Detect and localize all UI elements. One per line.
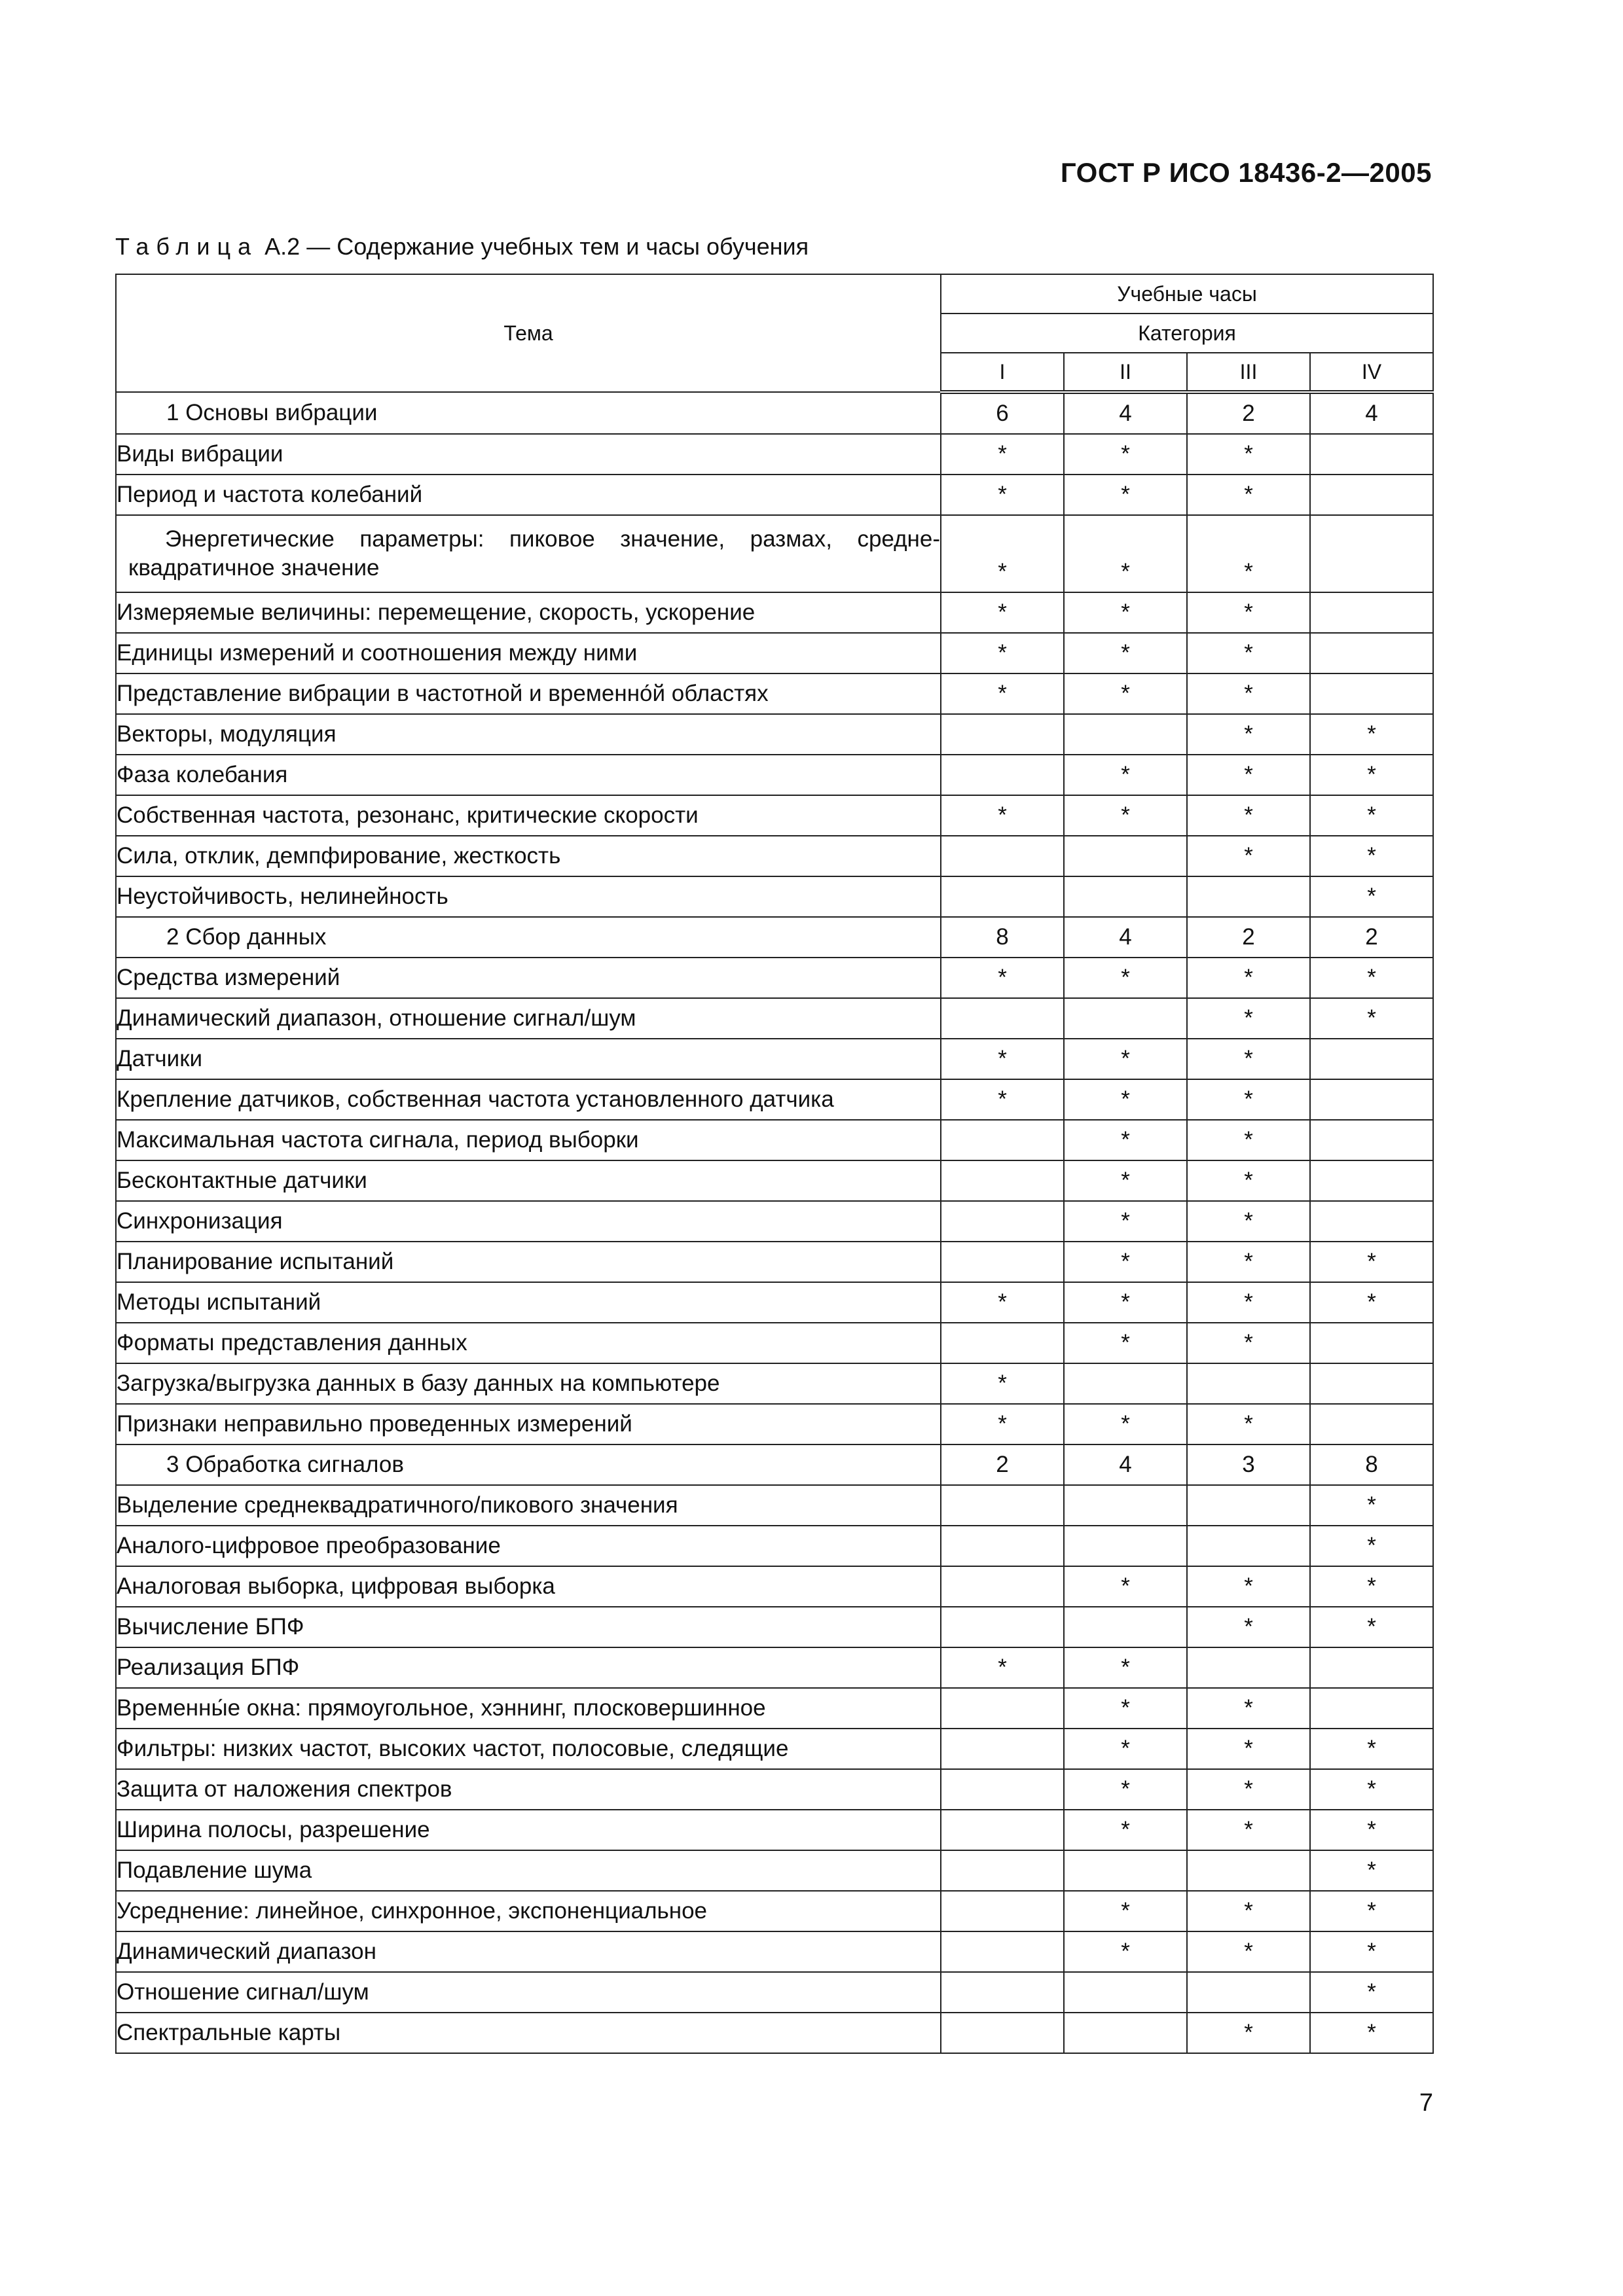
category-mark-cell: * bbox=[1064, 795, 1187, 836]
category-mark-cell: * bbox=[941, 1282, 1064, 1323]
category-mark-cell: * bbox=[1187, 714, 1310, 755]
category-mark-cell: * bbox=[1187, 1404, 1310, 1444]
category-mark-cell: * bbox=[941, 434, 1064, 475]
topic-cell: Виды вибрации bbox=[116, 434, 941, 475]
category-mark-cell bbox=[941, 1526, 1064, 1566]
category-mark-cell bbox=[1310, 1688, 1433, 1729]
category-mark-cell: * bbox=[1187, 633, 1310, 673]
table-row bbox=[116, 475, 1433, 515]
category-mark-cell bbox=[1310, 1160, 1433, 1201]
category-mark-cell: * bbox=[1187, 1729, 1310, 1769]
section-title: 3 Обработка сигналов bbox=[116, 1444, 941, 1485]
category-mark-cell: * bbox=[1187, 1079, 1310, 1120]
topic-cell: Неустойчивость, нелинейность bbox=[116, 876, 941, 917]
category-mark-cell bbox=[941, 1891, 1064, 1931]
category-mark-cell: * bbox=[1064, 1729, 1187, 1769]
table-row bbox=[116, 998, 1433, 1039]
category-mark-cell: * bbox=[1187, 475, 1310, 515]
table-row bbox=[116, 714, 1433, 755]
category-mark-cell: * bbox=[1187, 1242, 1310, 1282]
category-mark-cell bbox=[941, 1485, 1064, 1526]
topic-cell: Измеряемые величины: перемещение, скорость, ускорение bbox=[116, 592, 941, 633]
category-mark-cell bbox=[1064, 836, 1187, 876]
table-row bbox=[116, 836, 1433, 876]
topic-cell: Форматы представления данных bbox=[116, 1323, 941, 1363]
category-mark-cell: * bbox=[1064, 515, 1187, 592]
category-mark-cell bbox=[941, 1120, 1064, 1160]
category-mark-cell: * bbox=[1310, 1485, 1433, 1526]
topic-cell: Методы испытаний bbox=[116, 1282, 941, 1323]
category-mark-cell bbox=[941, 1769, 1064, 1810]
category-mark-cell: * bbox=[941, 475, 1064, 515]
table-row bbox=[116, 1688, 1433, 1729]
table-row bbox=[116, 958, 1433, 998]
section-row bbox=[116, 917, 1433, 958]
category-mark-cell bbox=[1310, 1404, 1433, 1444]
category-mark-cell: * bbox=[1187, 755, 1310, 795]
topic-cell: Средства измерений bbox=[116, 958, 941, 998]
topic-cell: Энергетические параметры: пиковое значение, размах, средне-квадратичное значение bbox=[116, 515, 941, 592]
category-mark-cell: * bbox=[1310, 1729, 1433, 1769]
category-mark-cell bbox=[941, 1242, 1064, 1282]
category-mark-cell bbox=[941, 1201, 1064, 1242]
table-row bbox=[116, 1607, 1433, 1647]
hours-cell: 2 bbox=[1310, 917, 1433, 958]
category-mark-cell: * bbox=[1187, 836, 1310, 876]
category-mark-cell: * bbox=[1310, 1850, 1433, 1891]
category-mark-cell: * bbox=[1310, 2013, 1433, 2053]
header-training-hours: Учебные часы bbox=[941, 274, 1433, 314]
topic-cell: Сила, отклик, демпфирование, жесткость bbox=[116, 836, 941, 876]
table-row bbox=[116, 1485, 1433, 1526]
category-mark-cell: * bbox=[1310, 1931, 1433, 1972]
category-mark-cell: * bbox=[1064, 633, 1187, 673]
category-mark-cell bbox=[1310, 1120, 1433, 1160]
table-row bbox=[116, 1160, 1433, 1201]
category-mark-cell: * bbox=[1064, 755, 1187, 795]
section-row bbox=[116, 392, 1433, 434]
category-mark-cell: * bbox=[941, 1363, 1064, 1404]
topic-cell: Период и частота колебаний bbox=[116, 475, 941, 515]
category-mark-cell: * bbox=[1064, 1242, 1187, 1282]
category-mark-cell: * bbox=[1064, 1891, 1187, 1931]
hours-cell: 4 bbox=[1064, 392, 1187, 434]
header-category: Категория bbox=[941, 314, 1433, 353]
category-mark-cell bbox=[1187, 1485, 1310, 1526]
table-row bbox=[116, 1850, 1433, 1891]
category-mark-cell: * bbox=[1064, 1566, 1187, 1607]
category-mark-cell: * bbox=[1187, 592, 1310, 633]
table-row bbox=[116, 1039, 1433, 1079]
topic-cell: Признаки неправильно проведенных измерений bbox=[116, 1404, 941, 1444]
hours-cell: 3 bbox=[1187, 1444, 1310, 1485]
table-body bbox=[116, 392, 1433, 2053]
category-mark-cell bbox=[1187, 1363, 1310, 1404]
topic-cell: Реализация БПФ bbox=[116, 1647, 941, 1688]
topic-cell: Усреднение: линейное, синхронное, экспоненциальное bbox=[116, 1891, 941, 1931]
header-category-2: II bbox=[1064, 353, 1187, 392]
category-mark-cell: * bbox=[1187, 1282, 1310, 1323]
table-row bbox=[116, 434, 1433, 475]
table-row bbox=[116, 1729, 1433, 1769]
category-mark-cell: * bbox=[1310, 1891, 1433, 1931]
category-mark-cell: * bbox=[941, 1079, 1064, 1120]
category-mark-cell: * bbox=[1187, 1810, 1310, 1850]
category-mark-cell bbox=[941, 1972, 1064, 2013]
category-mark-cell: * bbox=[1310, 836, 1433, 876]
category-mark-cell bbox=[1064, 2013, 1187, 2053]
category-mark-cell bbox=[941, 1931, 1064, 1972]
category-mark-cell bbox=[1064, 714, 1187, 755]
topic-cell: Максимальная частота сигнала, период выборки bbox=[116, 1120, 941, 1160]
category-mark-cell: * bbox=[1187, 1323, 1310, 1363]
topic-cell: Ширина полосы, разрешение bbox=[116, 1810, 941, 1850]
category-mark-cell bbox=[941, 1850, 1064, 1891]
category-mark-cell bbox=[941, 1160, 1064, 1201]
category-mark-cell bbox=[1064, 876, 1187, 917]
category-mark-cell: * bbox=[941, 1647, 1064, 1688]
category-mark-cell: * bbox=[1310, 1972, 1433, 2013]
category-mark-cell bbox=[941, 1607, 1064, 1647]
topic-cell: Планирование испытаний bbox=[116, 1242, 941, 1282]
hours-cell: 6 bbox=[941, 392, 1064, 434]
category-mark-cell bbox=[1310, 1079, 1433, 1120]
hours-cell: 4 bbox=[1064, 1444, 1187, 1485]
category-mark-cell: * bbox=[1187, 1566, 1310, 1607]
category-mark-cell: * bbox=[941, 958, 1064, 998]
table-row bbox=[116, 1363, 1433, 1404]
category-mark-cell: * bbox=[1310, 1769, 1433, 1810]
category-mark-cell: * bbox=[1310, 714, 1433, 755]
table-row bbox=[116, 1972, 1433, 2013]
topic-cell: Аналого-цифровое преобразование bbox=[116, 1526, 941, 1566]
category-mark-cell bbox=[1187, 1647, 1310, 1688]
category-mark-cell bbox=[1064, 998, 1187, 1039]
topic-cell: Загрузка/выгрузка данных в базу данных на компьютере bbox=[116, 1363, 941, 1404]
category-mark-cell: * bbox=[1187, 515, 1310, 592]
category-mark-cell: * bbox=[1064, 1647, 1187, 1688]
category-mark-cell: * bbox=[1187, 1039, 1310, 1079]
category-mark-cell: * bbox=[1064, 1323, 1187, 1363]
category-mark-cell: * bbox=[1064, 1039, 1187, 1079]
table-caption-label: Таблица bbox=[115, 233, 259, 260]
category-mark-cell bbox=[1187, 1972, 1310, 2013]
training-topics-table bbox=[115, 274, 1434, 2054]
section-title: 2 Сбор данных bbox=[116, 917, 941, 958]
category-mark-cell bbox=[1064, 1485, 1187, 1526]
table-row bbox=[116, 633, 1433, 673]
section-title: 1 Основы вибрации bbox=[116, 392, 941, 434]
category-mark-cell bbox=[1064, 1363, 1187, 1404]
table-row bbox=[116, 876, 1433, 917]
category-mark-cell bbox=[1310, 1039, 1433, 1079]
category-mark-cell: * bbox=[1187, 1607, 1310, 1647]
category-mark-cell: * bbox=[941, 673, 1064, 714]
document-code: ГОСТ Р ИСО 18436-2—2005 bbox=[1060, 157, 1432, 188]
topic-cell: Единицы измерений и соотношения между ними bbox=[116, 633, 941, 673]
category-mark-cell: * bbox=[1187, 2013, 1310, 2053]
category-mark-cell: * bbox=[1064, 1201, 1187, 1242]
category-mark-cell: * bbox=[1310, 1607, 1433, 1647]
table-row bbox=[116, 2013, 1433, 2053]
category-mark-cell bbox=[941, 714, 1064, 755]
category-mark-cell bbox=[941, 755, 1064, 795]
category-mark-cell: * bbox=[1064, 673, 1187, 714]
table-row bbox=[116, 1526, 1433, 1566]
category-mark-cell: * bbox=[1064, 475, 1187, 515]
hours-cell: 2 bbox=[1187, 917, 1310, 958]
table-row bbox=[116, 1282, 1433, 1323]
category-mark-cell bbox=[1064, 1526, 1187, 1566]
category-mark-cell bbox=[1310, 475, 1433, 515]
table-row bbox=[116, 1769, 1433, 1810]
category-mark-cell bbox=[1310, 1201, 1433, 1242]
topic-cell: Временны́е окна: прямоугольное, хэннинг, плосковершинное bbox=[116, 1688, 941, 1729]
category-mark-cell: * bbox=[1310, 998, 1433, 1039]
category-mark-cell: * bbox=[941, 515, 1064, 592]
table-row bbox=[116, 1120, 1433, 1160]
topic-cell: Бесконтактные датчики bbox=[116, 1160, 941, 1201]
category-mark-cell bbox=[1310, 592, 1433, 633]
category-mark-cell: * bbox=[1310, 1566, 1433, 1607]
category-mark-cell: * bbox=[1187, 673, 1310, 714]
hours-cell: 4 bbox=[1064, 917, 1187, 958]
topic-cell: Представление вибрации в частотной и временно́й областях bbox=[116, 673, 941, 714]
section-row bbox=[116, 1444, 1433, 1485]
topic-cell: Защита от наложения спектров bbox=[116, 1769, 941, 1810]
header-category-3: III bbox=[1187, 353, 1310, 392]
table-row bbox=[116, 1323, 1433, 1363]
category-mark-cell bbox=[941, 2013, 1064, 2053]
category-mark-cell: * bbox=[1310, 958, 1433, 998]
topic-cell: Выделение среднеквадратичного/пикового значения bbox=[116, 1485, 941, 1526]
topic-cell: Динамический диапазон, отношение сигнал/шум bbox=[116, 998, 941, 1039]
category-mark-cell: * bbox=[1187, 958, 1310, 998]
category-mark-cell bbox=[1187, 1850, 1310, 1891]
category-mark-cell: * bbox=[1064, 1769, 1187, 1810]
category-mark-cell: * bbox=[941, 1404, 1064, 1444]
category-mark-cell bbox=[1310, 1363, 1433, 1404]
topic-cell: Векторы, модуляция bbox=[116, 714, 941, 755]
hours-cell: 2 bbox=[1187, 392, 1310, 434]
category-mark-cell bbox=[941, 1810, 1064, 1850]
category-mark-cell bbox=[941, 836, 1064, 876]
table-caption-text: А.2 — Содержание учебных тем и часы обучения bbox=[264, 233, 809, 260]
category-mark-cell bbox=[1310, 1323, 1433, 1363]
category-mark-cell bbox=[941, 876, 1064, 917]
category-mark-cell: * bbox=[1187, 1688, 1310, 1729]
category-mark-cell: * bbox=[1187, 1891, 1310, 1931]
category-mark-cell bbox=[941, 1688, 1064, 1729]
hours-cell: 4 bbox=[1310, 392, 1433, 434]
category-mark-cell bbox=[1310, 434, 1433, 475]
category-mark-cell: * bbox=[1187, 998, 1310, 1039]
category-mark-cell: * bbox=[1064, 958, 1187, 998]
topic-cell: Отношение сигнал/шум bbox=[116, 1972, 941, 2013]
table-row bbox=[116, 1810, 1433, 1850]
topic-cell: Синхронизация bbox=[116, 1201, 941, 1242]
category-mark-cell bbox=[941, 1566, 1064, 1607]
topic-cell: Аналоговая выборка, цифровая выборка bbox=[116, 1566, 941, 1607]
category-mark-cell: * bbox=[1064, 592, 1187, 633]
category-mark-cell: * bbox=[941, 795, 1064, 836]
topic-cell: Динамический диапазон bbox=[116, 1931, 941, 1972]
category-mark-cell bbox=[1187, 876, 1310, 917]
category-mark-cell: * bbox=[1064, 1282, 1187, 1323]
category-mark-cell bbox=[1310, 515, 1433, 592]
topic-cell: Крепление датчиков, собственная частота установленного датчика bbox=[116, 1079, 941, 1120]
table-row bbox=[116, 673, 1433, 714]
header-topic: Тема bbox=[116, 274, 941, 392]
category-mark-cell: * bbox=[1064, 434, 1187, 475]
hours-cell: 2 bbox=[941, 1444, 1064, 1485]
table-row bbox=[116, 515, 1433, 592]
category-mark-cell: * bbox=[1064, 1688, 1187, 1729]
table-row bbox=[116, 1079, 1433, 1120]
category-mark-cell: * bbox=[1187, 1160, 1310, 1201]
header-category-4: IV bbox=[1310, 353, 1433, 392]
category-mark-cell: * bbox=[1187, 1120, 1310, 1160]
header-category-1: I bbox=[941, 353, 1064, 392]
table-row bbox=[116, 1242, 1433, 1282]
category-mark-cell bbox=[1187, 1526, 1310, 1566]
category-mark-cell: * bbox=[941, 1039, 1064, 1079]
category-mark-cell: * bbox=[1310, 876, 1433, 917]
category-mark-cell: * bbox=[1064, 1160, 1187, 1201]
hours-cell: 8 bbox=[941, 917, 1064, 958]
category-mark-cell bbox=[941, 1729, 1064, 1769]
page-number: 7 bbox=[1419, 2089, 1433, 2117]
table-header bbox=[116, 274, 1433, 392]
category-mark-cell: * bbox=[1310, 1282, 1433, 1323]
category-mark-cell bbox=[1310, 673, 1433, 714]
topic-cell: Подавление шума bbox=[116, 1850, 941, 1891]
table-row bbox=[116, 592, 1433, 633]
table-caption bbox=[115, 233, 809, 260]
category-mark-cell: * bbox=[1187, 1769, 1310, 1810]
category-mark-cell bbox=[941, 1323, 1064, 1363]
category-mark-cell: * bbox=[1187, 795, 1310, 836]
category-mark-cell: * bbox=[1064, 1120, 1187, 1160]
category-mark-cell bbox=[1310, 633, 1433, 673]
table-row bbox=[116, 1201, 1433, 1242]
table-row bbox=[116, 755, 1433, 795]
table-row bbox=[116, 1891, 1433, 1931]
category-mark-cell: * bbox=[1310, 795, 1433, 836]
category-mark-cell: * bbox=[941, 633, 1064, 673]
category-mark-cell: * bbox=[1064, 1404, 1187, 1444]
category-mark-cell bbox=[1064, 1972, 1187, 2013]
category-mark-cell: * bbox=[1187, 1931, 1310, 1972]
category-mark-cell: * bbox=[1310, 1810, 1433, 1850]
topic-cell: Спектральные карты bbox=[116, 2013, 941, 2053]
category-mark-cell: * bbox=[1064, 1079, 1187, 1120]
topic-cell: Собственная частота, резонанс, критические скорости bbox=[116, 795, 941, 836]
table-row bbox=[116, 1566, 1433, 1607]
category-mark-cell: * bbox=[941, 592, 1064, 633]
category-mark-cell: * bbox=[1310, 755, 1433, 795]
topic-cell: Вычисление БПФ bbox=[116, 1607, 941, 1647]
category-mark-cell: * bbox=[1187, 434, 1310, 475]
topic-cell: Датчики bbox=[116, 1039, 941, 1079]
category-mark-cell bbox=[1310, 1647, 1433, 1688]
category-mark-cell: * bbox=[1064, 1810, 1187, 1850]
category-mark-cell: * bbox=[1310, 1242, 1433, 1282]
table-row bbox=[116, 1647, 1433, 1688]
category-mark-cell: * bbox=[1310, 1526, 1433, 1566]
topic-cell: Фильтры: низких частот, высоких частот, полосовые, следящие bbox=[116, 1729, 941, 1769]
table-row bbox=[116, 1931, 1433, 1972]
category-mark-cell: * bbox=[1187, 1201, 1310, 1242]
topic-cell: Фаза колебания bbox=[116, 755, 941, 795]
category-mark-cell: * bbox=[1064, 1931, 1187, 1972]
category-mark-cell bbox=[1064, 1850, 1187, 1891]
category-mark-cell bbox=[1064, 1607, 1187, 1647]
hours-cell: 8 bbox=[1310, 1444, 1433, 1485]
table-row bbox=[116, 1404, 1433, 1444]
table-row bbox=[116, 795, 1433, 836]
category-mark-cell bbox=[941, 998, 1064, 1039]
